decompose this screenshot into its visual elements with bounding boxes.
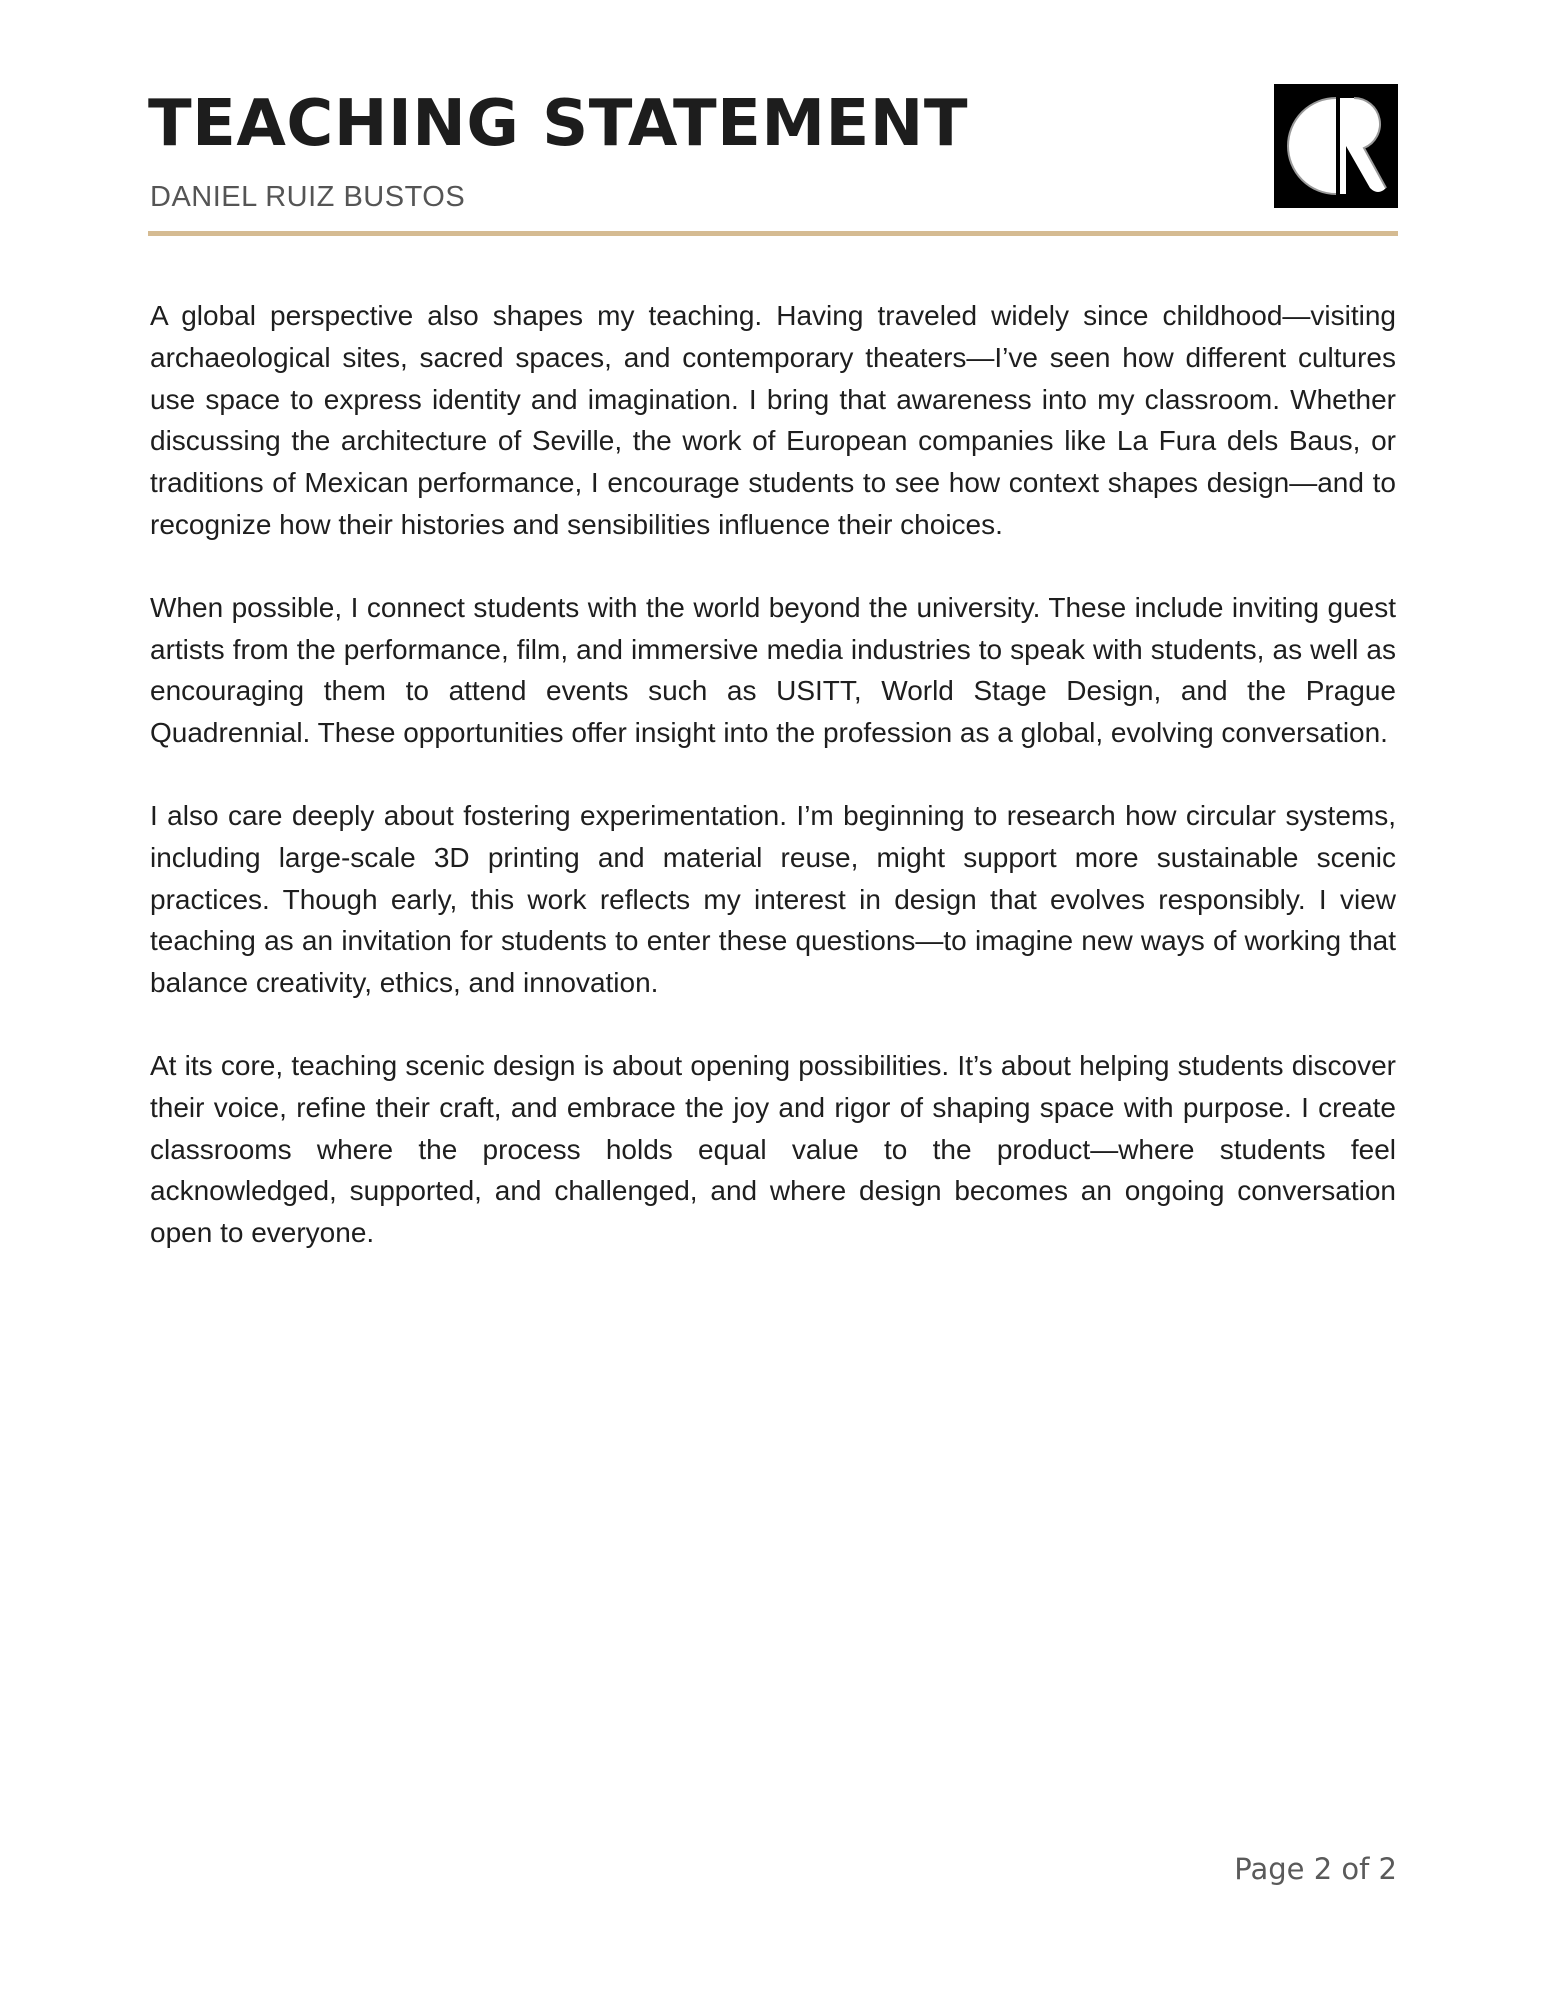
document-title: TEACHING STATEMENT bbox=[148, 87, 968, 161]
author-name: DANIEL RUIZ BUSTOS bbox=[150, 181, 466, 213]
paragraph-core-philosophy: At its core, teaching scenic design is about opening possibilities. It’s about helping students discover their voice, refine their craft, and embrace the joy and rigor of shaping space with purpose. I create classrooms where the process holds equal value to the product—where students feel acknowledged, supported, and challenged, and where design becomes an ongoing conversation open to everyone. bbox=[150, 1049, 1396, 1249]
paragraph-world-beyond-university: When possible, I connect students with the world beyond the university. These include inviting guest artists from the performance, film, and immersive media industries to speak with students, as well as encouraging them to attend events such as USITT, World Stage Design, and the Prague Quadrennial. These opportunities offer insight into the profession as a global, evolving conversation. bbox=[150, 591, 1396, 749]
page-number: Page 2 of 2 bbox=[1234, 1852, 1397, 1886]
header-divider bbox=[148, 231, 1398, 236]
paragraph-global-perspective: A global perspective also shapes my teaching. Having traveled widely since childhood—visiting archaeological sites, sacred spaces, and contemporary theaters—I’ve seen how different cultures use space to express identity and imagination. I bring that awareness into my classroom. Whether discussing the architecture of Seville, the work of European companies like La Fura dels Baus, or traditions of Mexican performance, I encourage students to see how context shapes design—and to recognize how their histories and sensibilities influence their choices. bbox=[150, 300, 1396, 540]
logo-mark-icon bbox=[1274, 84, 1398, 208]
statement-body bbox=[150, 295, 1396, 1295]
cr-monogram-logo-icon bbox=[1274, 84, 1398, 208]
document-header bbox=[148, 84, 1398, 240]
paragraph-experimentation: I also care deeply about fostering experimentation. I’m beginning to research how circular systems, including large-scale 3D printing and material reuse, might support more sustainable scenic practices. Though early, this work reflects my interest in design that evolves responsibly. I view teaching as an invitation for students to enter these questions—to imagine new ways of working that balance creativity, ethics, and innovation. bbox=[150, 799, 1396, 999]
